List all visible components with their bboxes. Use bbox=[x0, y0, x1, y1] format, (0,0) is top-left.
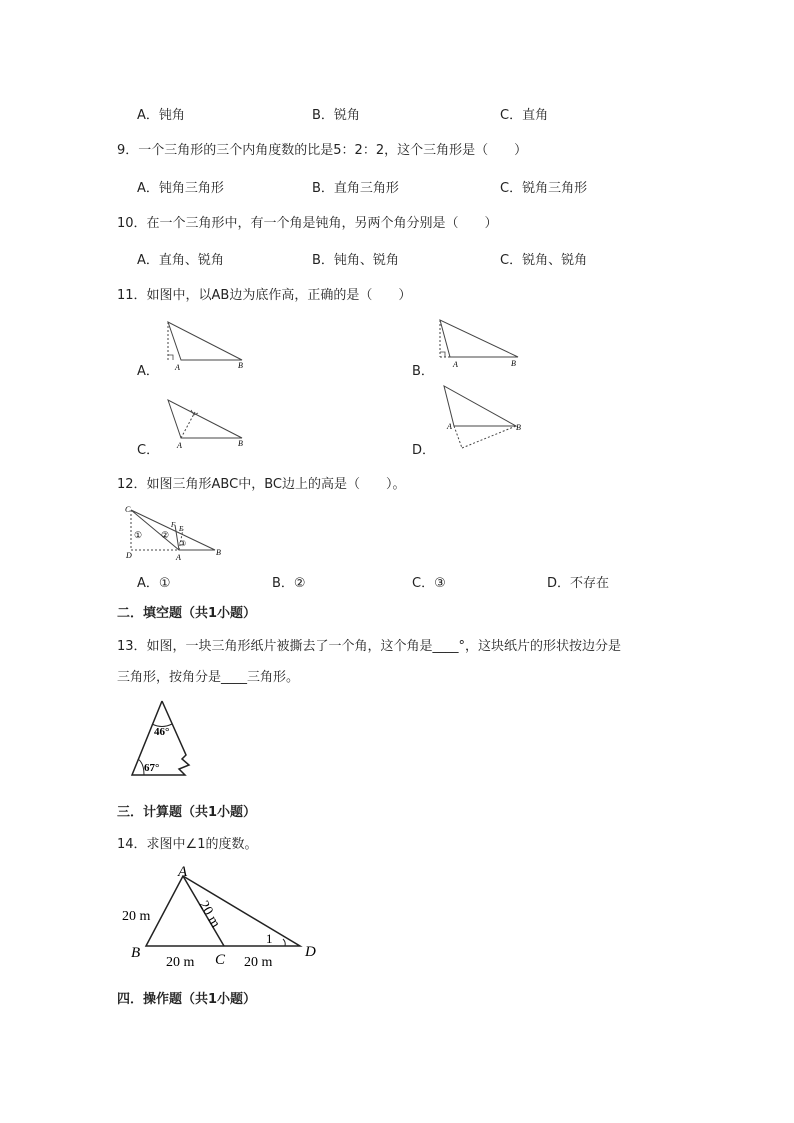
q11a-label-a: A bbox=[175, 363, 180, 372]
q12-option-d: D．不存在 bbox=[547, 576, 610, 591]
q9-option-c: C．锐角三角形 bbox=[500, 181, 588, 196]
q14-angle-1: 1 bbox=[266, 931, 273, 946]
q13-figure bbox=[128, 695, 198, 781]
q12-marker-1: ① bbox=[134, 530, 143, 540]
q13-line2: 三角形，按角分是____三角形。 bbox=[117, 670, 300, 685]
q10-stem: 10．在一个三角形中，有一个角是钝角，另两个角分别是（ ） bbox=[117, 216, 498, 231]
q14-side-ac: 20 m bbox=[195, 898, 223, 931]
q11-option-b: B． bbox=[412, 364, 434, 379]
q12-option-a: A．① bbox=[137, 576, 171, 591]
q9-option-a: A．钝角三角形 bbox=[137, 181, 224, 196]
section-title-operation: 四．操作题（共1小题） bbox=[117, 992, 257, 1007]
q14-side-bc: 20 m bbox=[166, 955, 195, 970]
q10-option-a: A．直角、锐角 bbox=[137, 253, 224, 268]
q11b-label-b: B bbox=[511, 359, 516, 368]
q12-marker-2: ② bbox=[161, 530, 170, 540]
q8-option-a: A．钝角 bbox=[137, 108, 185, 123]
q11-figure-b bbox=[434, 316, 524, 373]
q9-stem: 9．一个三角形的三个内角度数的比是5：2：2，这个三角形是（ ） bbox=[117, 143, 528, 158]
q12-stem: 12．如图三角形ABC中，BC边上的高是（ ）。 bbox=[117, 477, 406, 492]
q13-line1: 13．如图，一块三角形纸片被撕去了一个角，这个角是____°，这块纸片的形状按边分是 bbox=[117, 639, 622, 654]
q12-figure bbox=[123, 502, 223, 562]
q14-label-b: B bbox=[131, 945, 141, 961]
q14-label-c: C bbox=[215, 952, 226, 968]
q14-figure bbox=[118, 862, 328, 974]
q12-label-d: D bbox=[126, 551, 132, 560]
q12-label-a: A bbox=[176, 553, 181, 562]
q12-label-e: E bbox=[179, 525, 184, 533]
q12-label-f: F bbox=[171, 521, 176, 529]
q11c-label-b: B bbox=[238, 439, 243, 448]
q12-label-b: B bbox=[216, 548, 221, 557]
q11-stem: 11．如图中，以AB边为底作高，正确的是（ ） bbox=[117, 288, 412, 303]
q11-figure-c bbox=[160, 396, 250, 452]
q10-option-c: C．锐角、锐角 bbox=[500, 253, 588, 268]
q11c-label-a: A bbox=[177, 441, 182, 450]
q13-angle-bottom: 67° bbox=[144, 762, 160, 774]
q14-label-a: A bbox=[178, 864, 188, 880]
q8-option-b: B．锐角 bbox=[312, 108, 360, 123]
q11a-label-b: B bbox=[238, 361, 243, 370]
q12-option-c: C．③ bbox=[412, 576, 446, 591]
section-title-fill-in: 二．填空题（共1小题） bbox=[117, 606, 257, 621]
q12-option-b: B．② bbox=[272, 576, 306, 591]
q11-figure-a bbox=[160, 318, 250, 373]
q12-label-c: C bbox=[125, 505, 131, 514]
q11-option-c: C． bbox=[137, 443, 160, 458]
section-title-calculation: 三．计算题（共1小题） bbox=[117, 805, 257, 820]
q8-option-c: C．直角 bbox=[500, 108, 549, 123]
q11-figure-d bbox=[440, 382, 530, 454]
q13-angle-top: 46° bbox=[154, 726, 170, 738]
q11-option-d: D． bbox=[412, 443, 436, 458]
q11-option-a: A． bbox=[137, 364, 159, 379]
q11b-label-a: A bbox=[453, 360, 458, 369]
q11d-label-a: A bbox=[447, 422, 452, 431]
q14-side-ab: 20 m bbox=[122, 909, 151, 924]
q10-option-b: B．钝角、锐角 bbox=[312, 253, 399, 268]
q14-label-d: D bbox=[305, 944, 316, 960]
q14-side-cd: 20 m bbox=[244, 955, 273, 970]
q9-option-b: B．直角三角形 bbox=[312, 181, 399, 196]
q14-stem: 14．求图中∠1的度数。 bbox=[117, 837, 258, 852]
q12-marker-3: ③ bbox=[179, 539, 187, 548]
q11d-label-b: B bbox=[516, 423, 521, 432]
